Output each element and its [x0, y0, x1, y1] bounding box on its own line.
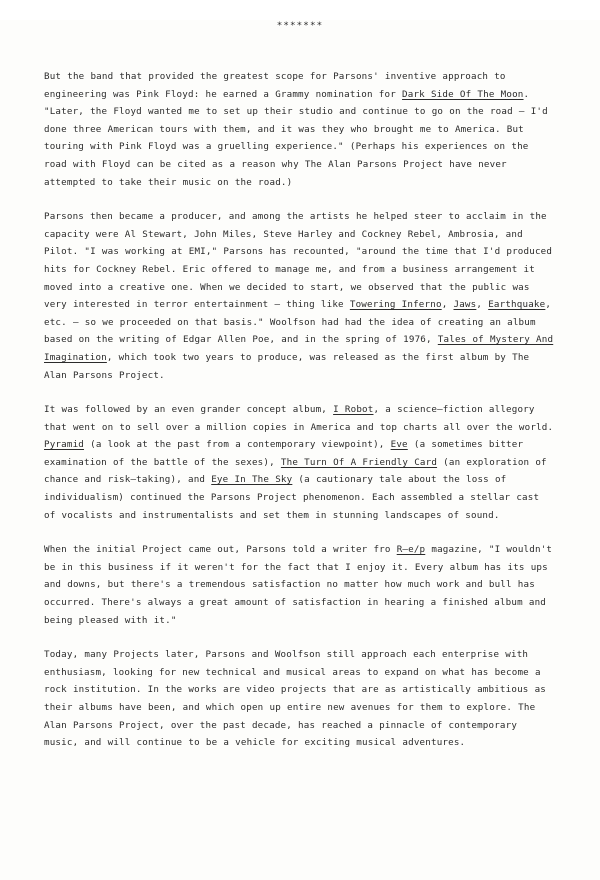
text-run: Today, many Projects later, Parsons and Woolfson still approach each enterprise with enthusiasm, looking for new technical and musical areas to expand on what has become a rock institution. In the works are video projects that are as artistically ambitious as their albums have been, and which open up entire new avenues for them to explore. The Alan Parsons Project, over the past decade, has reached a pinnacle of contemporary music, and will continue to be a vehicle for exciting musical adventures.: [44, 649, 547, 749]
paragraph: [44, 646, 556, 752]
underlined-title[interactable]: Jaws: [453, 299, 477, 311]
paragraph: [44, 208, 556, 384]
document-page: [0, 20, 600, 880]
text-run: Parsons then became a producer, and among the artists he helped steer to acclaim in the capacity were Al Stewart, John Miles, Steve Harley and Cockney Rebel, Ambrosia, and Pilot. "I was working at EMI," Parsons has recounted, "around the time that I'd produced hits for Cockney Rebel. Eric offered to manage me, and from a business arrangement it moved into a creative one. When we decided to start, we observed that the public was very interested in terror entertainment — thing like: [44, 211, 553, 311]
underlined-title[interactable]: The Turn Of A Friendly Card: [280, 456, 438, 468]
underlined-title[interactable]: I Robot: [333, 404, 374, 416]
text-run: . "Later, the Floyd wanted me to set up their studio and continue to go on the road — I'd done three American tours with them, and it was they who brought me to America. But touring with Pink Floyd was a gruelling experience." (Perhaps his experiences on the road with Floyd can be cited as a reason why The Alan Parsons Project have never attempted to take their music on the road.): [44, 88, 548, 188]
text-run: But the band that provided the greatest scope for Parsons' inventive approach to engineering was Pink Floyd: he earned a Grammy nomination for: [44, 71, 506, 100]
underlined-title[interactable]: R—e/p: [396, 544, 426, 556]
underlined-title[interactable]: Towering Inferno: [349, 299, 442, 311]
text-run: ,: [441, 299, 454, 311]
underlined-title[interactable]: Earthquake: [488, 299, 546, 311]
paragraph: [44, 401, 556, 524]
text-run: (an exploration of chance and risk—taking), and: [44, 456, 547, 486]
text-run: ,: [476, 299, 489, 311]
text-run: (a look at the past from a contemporary viewpoint),: [84, 439, 391, 451]
text-run: , which took two years to produce, was released as the first album by The Alan Parsons Project.: [44, 351, 530, 381]
underlined-title[interactable]: Eve: [390, 439, 408, 451]
underlined-title[interactable]: Dark Side Of The Moon: [402, 88, 524, 100]
paragraph: [44, 541, 556, 629]
text-run: , a science—fiction allegory that went on to sell over a million copies in America and top charts all over the world.: [44, 404, 554, 433]
document-body: [44, 68, 556, 752]
text-run: (a cautionary tale about the loss of individualism) continued the Parsons Project phenomenon. Each assembled a stellar cast of vocalists and instrumentalists and set them in stunning landscapes of sound.: [44, 474, 540, 521]
underlined-title[interactable]: Eye In The Sky: [211, 474, 293, 486]
text-run: magazine, "I wouldn't be in this business if it weren't for the fact that I enjoy it. Every album has its ups and downs, but there's a tremendous satisfaction no matter how much work and bull has occurred. There's always a great amount of satisfaction in hearing a finished album and being pleased with it.": [44, 544, 553, 626]
text-run: , etc. — so we proceeded on that basis." Woolfson had had the idea of creating an album based on the writing of Edgar Allen Poe, and in the spring of 1976,: [44, 299, 552, 346]
underlined-title[interactable]: Pyramid: [44, 439, 85, 451]
text-run: (a sometimes bitter examination of the battle of the sexes),: [44, 439, 524, 468]
text-run: When the initial Project came out, Parsons told a writer fro: [44, 544, 397, 556]
underlined-title[interactable]: Tales of Mystery And Imagination: [44, 334, 554, 363]
paragraph: [44, 68, 556, 191]
section-divider: *******: [276, 20, 324, 31]
text-run: It was followed by an even grander concept album,: [44, 404, 334, 416]
